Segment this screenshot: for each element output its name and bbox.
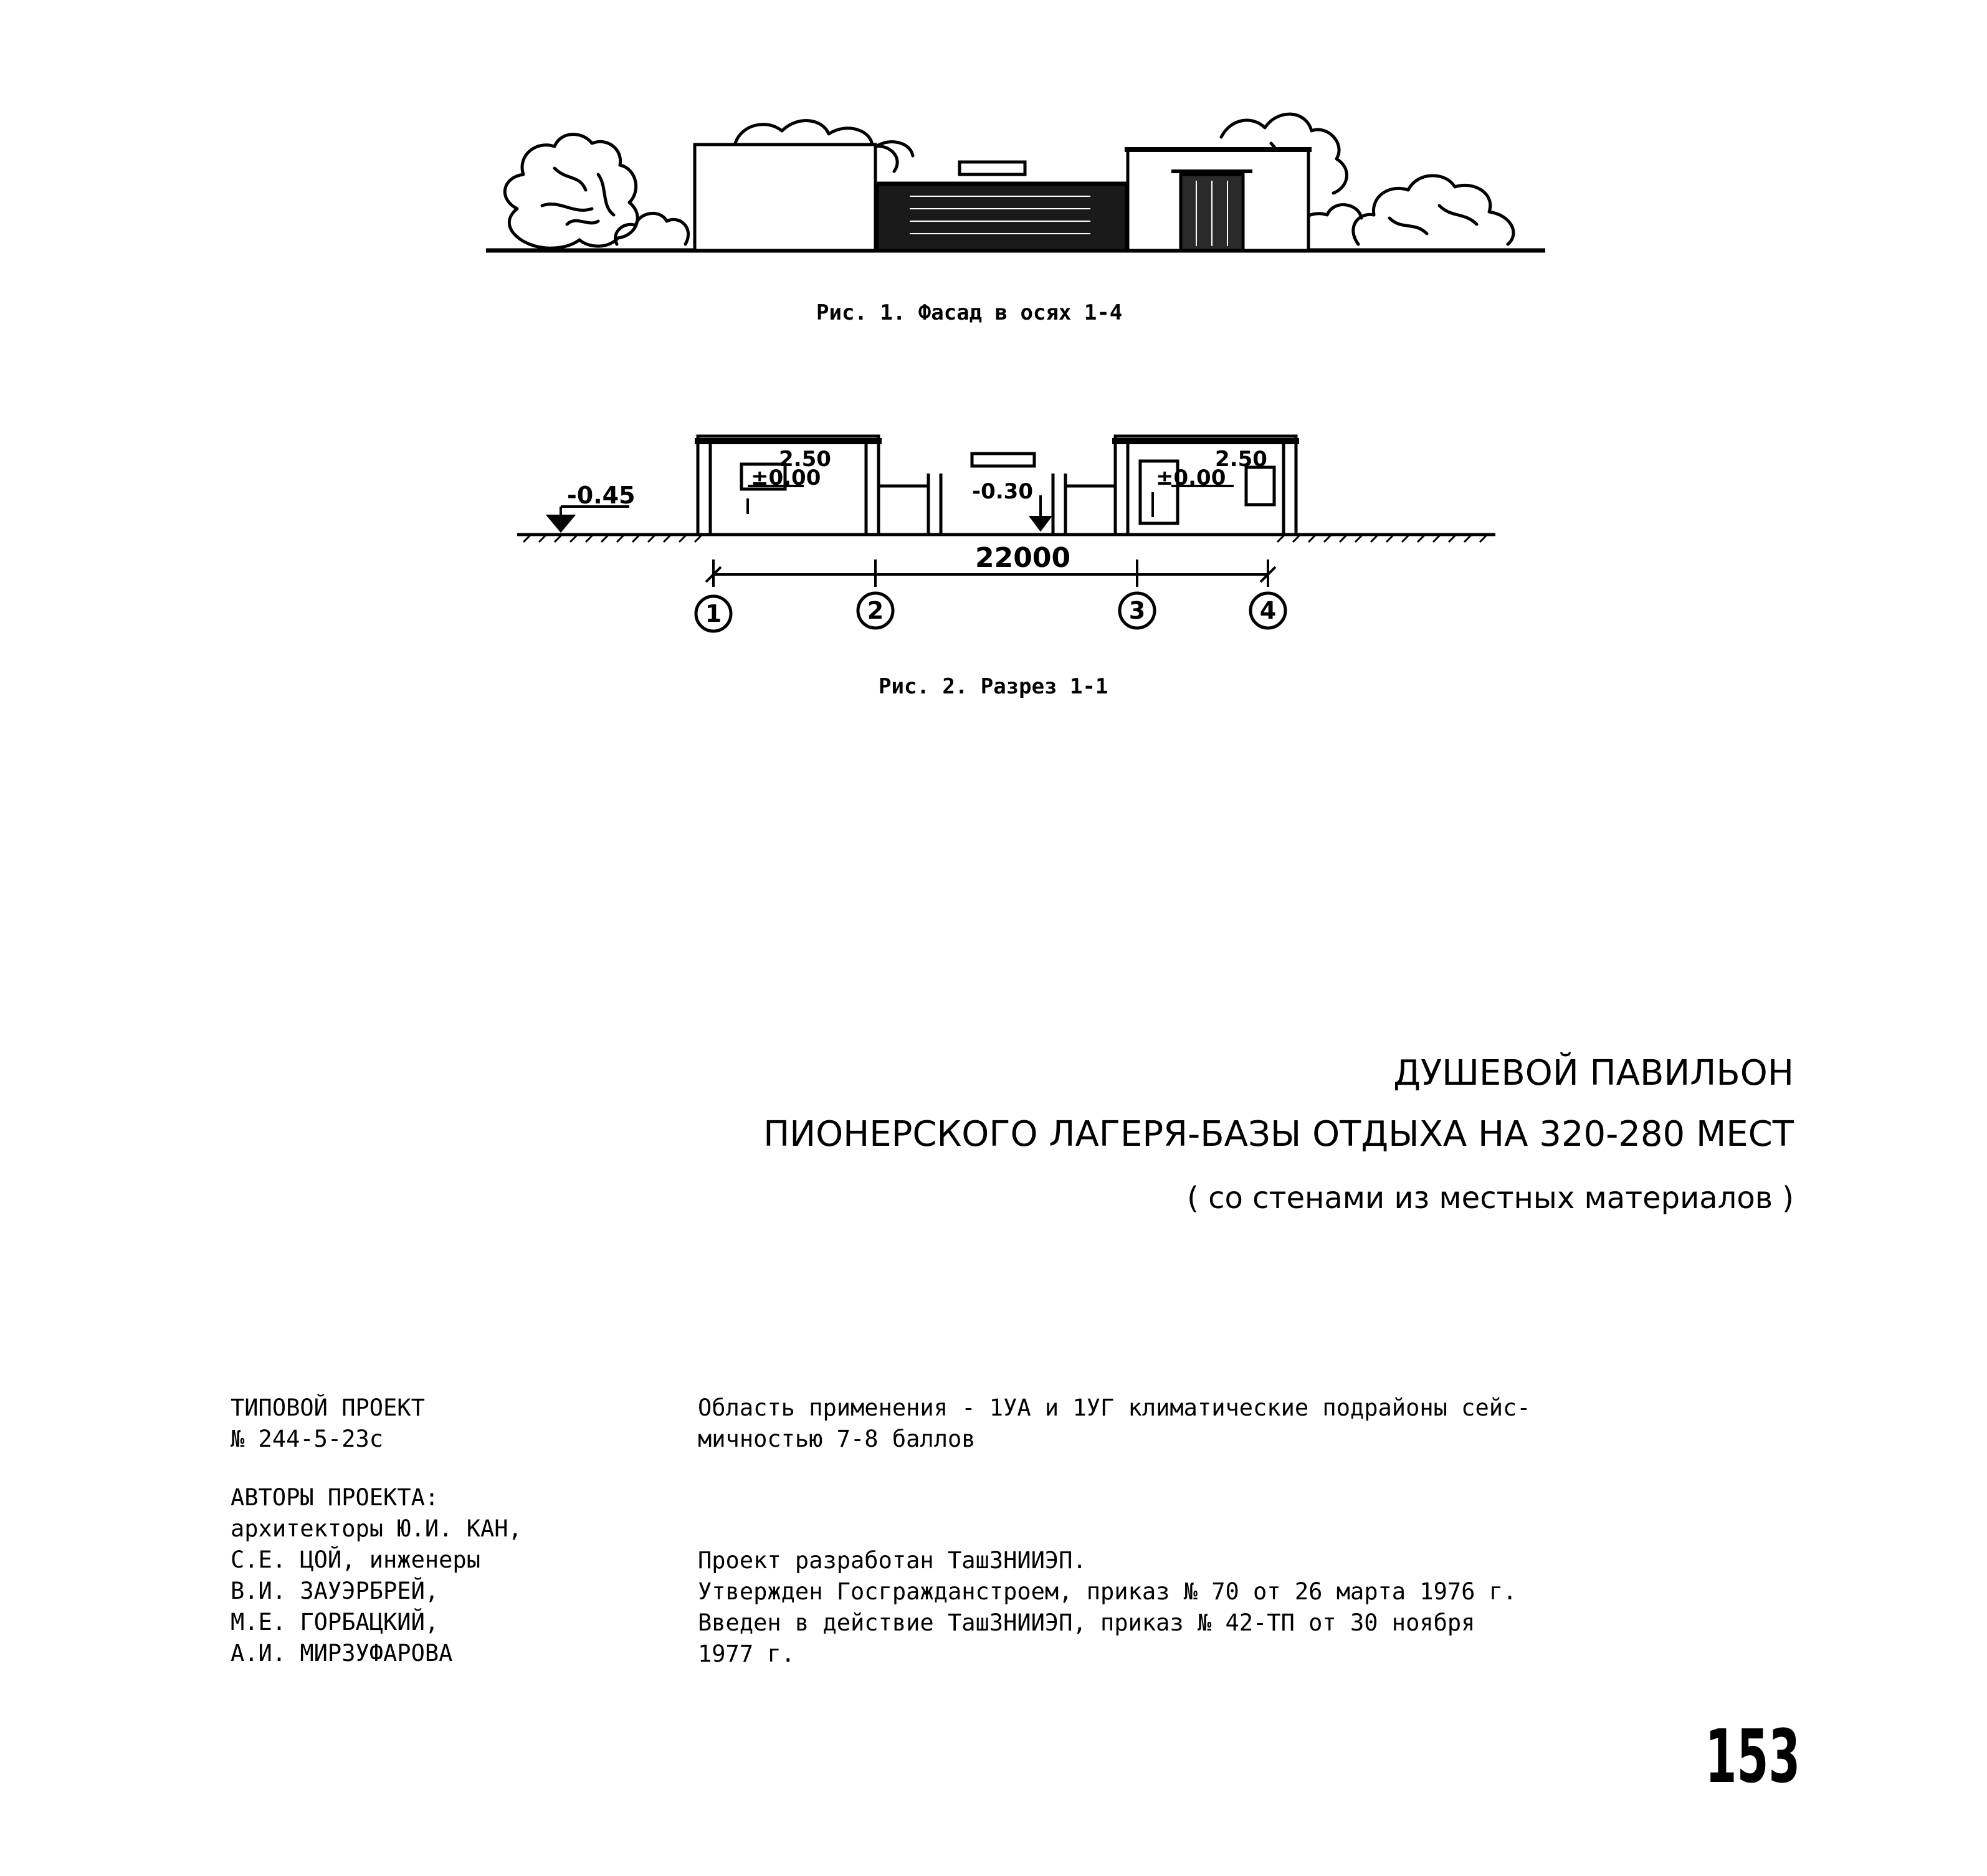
level-mark-right-000: ±0.00	[1156, 465, 1226, 490]
central-canopy	[960, 162, 1025, 174]
level-mark-left-250: 2.50	[779, 447, 831, 472]
authors-heading: АВТОРЫ ПРОЕКТА:	[231, 1484, 439, 1511]
author-line: А.И. МИРЗУФАРОВА	[231, 1640, 453, 1667]
figure-1-caption: Рис. 1. Фасад в осях 1-4	[816, 300, 1123, 325]
project-number: № 244-5-23с	[231, 1426, 384, 1452]
dimension-label: 22000	[975, 542, 1071, 574]
central-fence	[877, 184, 1127, 250]
author-line: М.Е. ГОРБАЦКИЙ,	[231, 1609, 439, 1636]
level-mark-left-000: ±0.00	[751, 465, 821, 490]
author-line: В.И. ЗАУЭРБРЕЙ,	[231, 1578, 439, 1604]
title-line-1: ДУШЕВОЙ ПАВИЛЬОН	[1393, 1053, 1794, 1093]
section-drawing	[498, 424, 1508, 648]
scope-line: мичностью 7-8 баллов	[698, 1426, 976, 1452]
dev-line: Утвержден Госгражданстроем, приказ № 70 от 26 марта 1976 г.	[698, 1578, 1517, 1605]
level-mark-minus-045: -0.45	[567, 482, 636, 509]
shrub-left	[616, 213, 689, 244]
title-line-2: ПИОНЕРСКОГО ЛАГЕРЯ-БАЗЫ ОТДЫХА НА 320-280 МЕСТ	[763, 1114, 1794, 1155]
level-mark-right-250: 2.50	[1215, 447, 1267, 472]
scope-text	[698, 1393, 1531, 1455]
facade-drawing	[474, 81, 1558, 274]
dev-line: Проект разработан ТашЗНИИЭП.	[698, 1547, 1087, 1574]
project-label: ТИПОВОЙ ПРОЕКТ	[231, 1394, 425, 1421]
left-block	[695, 145, 875, 250]
axis-label-4: 4	[1259, 597, 1277, 624]
axis-label-1: 1	[705, 600, 722, 627]
development-info	[698, 1545, 1517, 1670]
axis-label-2: 2	[867, 597, 884, 624]
title-line-3: ( со стенами из местных материалов )	[1187, 1181, 1794, 1216]
central-section-canopy	[972, 454, 1034, 466]
tree-far-right	[1353, 176, 1513, 244]
project-info	[231, 1393, 522, 1669]
figure-2-caption: Рис. 2. Разрез 1-1	[879, 674, 1108, 699]
level-mark-minus-030: -0.30	[972, 479, 1033, 504]
axis-label-3: 3	[1128, 597, 1146, 624]
author-line: архитекторы Ю.И. КАН,	[231, 1515, 522, 1542]
dev-line: Введен в действие ТашЗНИИЭП, приказ № 42-ТП от 30 ноября	[698, 1609, 1475, 1636]
scope-line: Область применения - 1УА и 1УГ климатические подрайоны сейс-	[698, 1394, 1531, 1421]
author-line: С.Е. ЦОЙ, инженеры	[231, 1546, 480, 1573]
page-number: 153	[1705, 1713, 1800, 1799]
dev-line: 1977 г.	[698, 1640, 795, 1667]
